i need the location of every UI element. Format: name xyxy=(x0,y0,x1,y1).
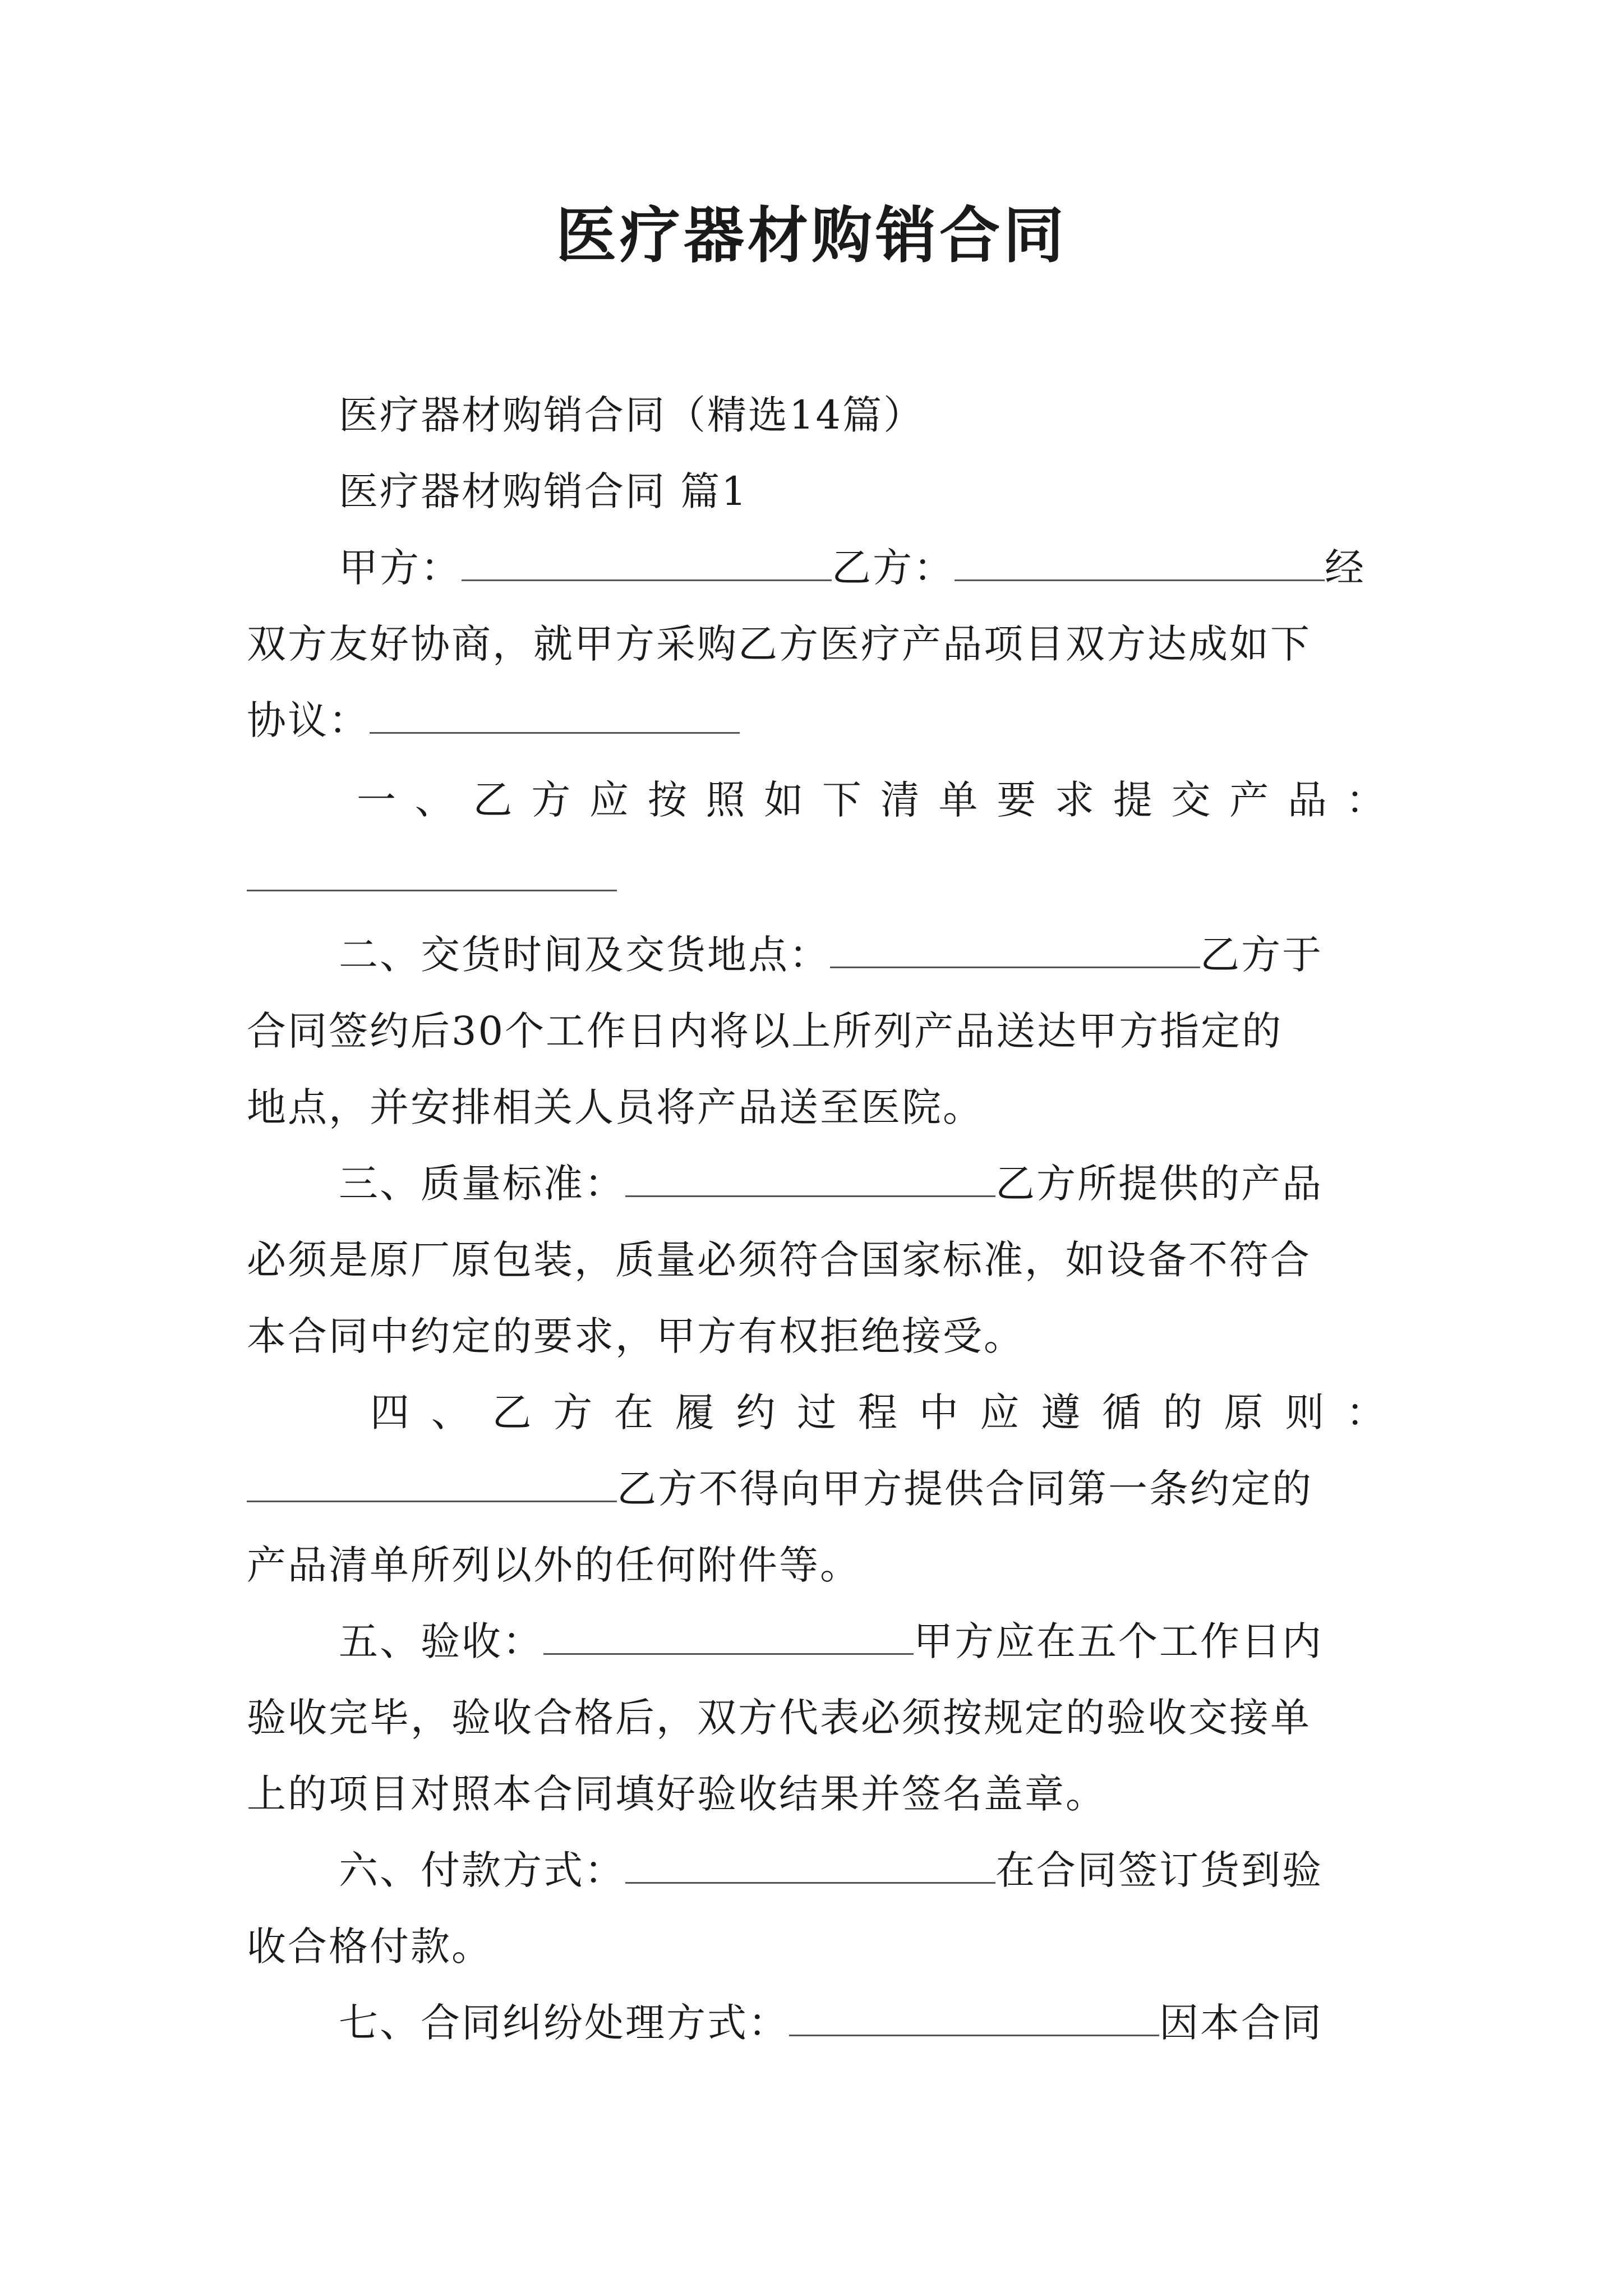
clause-6-label: 六、付款方式： xyxy=(339,1847,625,1893)
clause-4-line-3: 产品清单所列以外的任何附件等。 xyxy=(247,1542,861,1588)
clause-2-blank[interactable] xyxy=(830,927,1200,968)
clause-4-char: 遵 xyxy=(1041,1389,1081,1435)
clause-5-line-1 xyxy=(339,1613,1385,1669)
clause-5-tail: 甲方应在五个工作日内 xyxy=(914,1618,1323,1664)
clause-1-char: 一 xyxy=(357,777,396,823)
party-a-label: 甲方： xyxy=(339,545,462,591)
clause-1-char: 乙 xyxy=(473,777,513,823)
clause-5-line-2: 验收完毕，验收合格后，双方代表必须按规定的验收交接单 xyxy=(247,1695,1311,1741)
clause-2-label: 二、交货时间及交货地点： xyxy=(339,932,830,978)
clause-6-line-1 xyxy=(339,1842,1385,1898)
clause-4-char: 履 xyxy=(675,1389,714,1435)
clause-2-line-1 xyxy=(339,927,1385,983)
intro-line-2: 双方友好协商，就甲方采购乙方医疗产品项目双方达成如下 xyxy=(247,621,1311,667)
clause-4-char: 、 xyxy=(431,1389,471,1435)
clause-4-line-2 xyxy=(247,1461,1385,1517)
clause-5-blank[interactable] xyxy=(543,1614,914,1655)
clause-4-tail: 乙方不得向甲方提供合同第一条约定的 xyxy=(617,1466,1313,1512)
clause-7-tail: 因本合同 xyxy=(1159,2000,1323,2046)
clause-1-char: 单 xyxy=(938,777,978,823)
clause-1-char: 下 xyxy=(822,777,861,823)
clause-1-char: 如 xyxy=(764,777,804,823)
clause-1-char: 应 xyxy=(589,777,629,823)
clause-7-label: 七、合同纠纷处理方式： xyxy=(339,2000,789,2046)
clause-1-char: ： xyxy=(1345,777,1385,823)
party-line-tail: 经 xyxy=(1325,545,1366,591)
clause-1-char: 照 xyxy=(706,777,745,823)
clause-3-line-1 xyxy=(339,1156,1385,1212)
clause-1-char: 交 xyxy=(1171,777,1211,823)
agreement-label: 协议： xyxy=(247,697,370,743)
document-title: 医疗器材购销合同 xyxy=(555,200,1067,271)
clause-1-char: 、 xyxy=(414,777,454,823)
clause-4-char: 原 xyxy=(1224,1389,1264,1435)
agreement-blank[interactable] xyxy=(370,693,740,734)
section-heading: 医疗器材购销合同 篇1 xyxy=(339,468,748,514)
party-b-label: 乙方： xyxy=(832,545,955,591)
clause-4-char: 中 xyxy=(919,1389,958,1435)
clause-1-char: 提 xyxy=(1113,777,1152,823)
document-subtitle: 医疗器材购销合同（精选14篇） xyxy=(339,392,925,438)
clause-4-char: 的 xyxy=(1163,1389,1202,1435)
clause-3-line-2: 必须是原厂原包装，质量必须符合国家标准，如设备不符合 xyxy=(247,1237,1311,1283)
clause-2-tail: 乙方于 xyxy=(1200,932,1323,978)
clause-4-char: 应 xyxy=(980,1389,1020,1435)
clause-4-char: 在 xyxy=(614,1389,653,1435)
clause-4-line-1 xyxy=(370,1384,1385,1441)
party-b-blank[interactable] xyxy=(955,540,1325,581)
clause-1-char: 产 xyxy=(1229,777,1269,823)
clause-5-label: 五、验收： xyxy=(339,1618,543,1664)
intro-line-3 xyxy=(247,692,1385,748)
clause-4-char: 程 xyxy=(858,1389,897,1435)
clause-4-char: 约 xyxy=(736,1389,776,1435)
clause-1-char: 求 xyxy=(1055,777,1094,823)
clause-4-char: 方 xyxy=(553,1389,593,1435)
clause-6-blank[interactable] xyxy=(625,1843,995,1884)
clause-2-line-2: 合同签约后30个工作日内将以上所列产品送达甲方指定的 xyxy=(247,1008,1283,1054)
clause-1-blank[interactable] xyxy=(247,890,617,891)
clause-1-line xyxy=(357,772,1385,828)
clause-3-label: 三、质量标准： xyxy=(339,1161,625,1207)
clause-4-char: 四 xyxy=(370,1389,409,1435)
clause-3-blank[interactable] xyxy=(625,1156,995,1197)
clause-7-blank[interactable] xyxy=(789,1995,1159,2036)
clause-4-char: ： xyxy=(1346,1389,1385,1435)
clause-1-char: 按 xyxy=(647,777,687,823)
clause-4-char: 循 xyxy=(1102,1389,1141,1435)
party-line xyxy=(339,540,1385,596)
clause-1-char: 品 xyxy=(1288,777,1327,823)
clause-4-char: 乙 xyxy=(492,1389,532,1435)
clause-1-char: 方 xyxy=(531,777,571,823)
clause-4-char: 则 xyxy=(1285,1389,1325,1435)
clause-1-char: 清 xyxy=(880,777,920,823)
clause-3-line-3: 本合同中约定的要求，甲方有权拒绝接受。 xyxy=(247,1313,1025,1359)
party-a-blank[interactable] xyxy=(462,540,832,581)
clause-2-line-3: 地点，并安排相关人员将产品送至医院。 xyxy=(247,1084,984,1130)
clause-5-line-3: 上的项目对照本合同填好验收结果并签名盖章。 xyxy=(247,1771,1106,1817)
clause-1-char: 要 xyxy=(997,777,1036,823)
clause-4-blank[interactable] xyxy=(247,1461,617,1502)
clause-3-tail: 乙方所提供的产品 xyxy=(995,1161,1323,1207)
clause-7-line-1 xyxy=(339,1995,1385,2051)
clause-6-line-2: 收合格付款。 xyxy=(247,1924,492,1970)
clause-6-tail: 在合同签订货到验 xyxy=(995,1847,1323,1893)
clause-4-char: 过 xyxy=(797,1389,837,1435)
